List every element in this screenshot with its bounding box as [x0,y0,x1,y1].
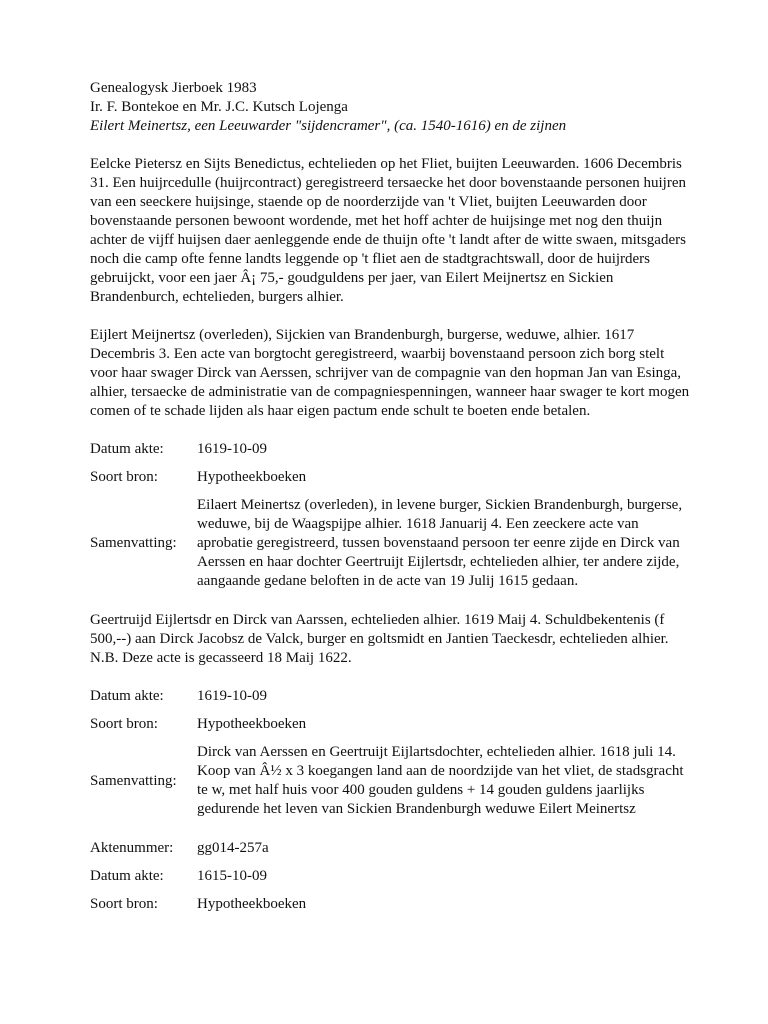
record-row [90,895,690,914]
article-title: Eilert Meinertsz, een Leeuwarder "sijdencramer", (ca. 1540-1616) en de zijnen [90,118,567,134]
record-2 [90,687,690,819]
soort-bron-label: Soort bron: [90,896,158,912]
soort-bron-label: Soort bron: [90,469,158,485]
paragraph-borgtocht: Eijlert Meijnertsz (overleden), Sijckien van Brandenburgh, burgerse, weduwe, alhier. 1617 Decembris 3. Een acte van borgtocht geregistreerd, waarbij bovenstaand persoon zich borg stelt voor haar swager Dirck van Aerssen, schrijver van de compagnie van den hopman Jan van Esinga, alhier, tersaecke de administratie van de compagniespenningen, wanneer haar swager te kort mogen comen of te schade lijden als haar eigen pactum ende schult te boeten ende betalen. [90,327,690,419]
datum-akte-label: Datum akte: [90,868,164,884]
datum-akte-label: Datum akte: [90,688,164,704]
aktenummer-label: Aktenummer: [90,840,174,856]
record-row [90,440,690,459]
publication-title: Genealogysk Jierboek 1983 [90,80,257,96]
datum-akte-label: Datum akte: [90,441,164,457]
record-row [90,839,690,858]
document-content [90,79,690,934]
record-row [90,468,690,487]
record-row [90,867,690,886]
paragraph-huijrcedulle: Eelcke Pietersz en Sijts Benedictus, echtelieden op het Fliet, buijten Leeuwarden. 1606 Decembris 31. Een huijrcedulle (huijrcontract) geregistreerd tersaecke het door bovenstaande personen huijren van een seeckere huijsinge, staende op de noorderzijde van 't Vliet, buijten Leeuwarden door bovenstaande personen bewoont wordende, met het hoff achter de huijsinge met nog den thuijn achter de vijff huijsen daer aenleggende ende de thuijn ofte 't landt after de witte swaen, mitsgaders noch die camp ofte fenne landts leggende op 't fliet aen de stadtgrachtswall, door de huijrders gebruijckt, voor een jaer Â¡ 75,- goudguldens per jaer, van Eilert Meijnertsz en Sickien Brandenburch, echtelieden, burgers alhier. [90,156,687,305]
aktenummer-value: gg014-257a [197,840,269,856]
record-row [90,496,690,591]
samenvatting-label: Samenvatting: [90,535,177,551]
samenvatting-value: Eilaert Meinertsz (overleden), in levene burger, Sickien Brandenburgh, burgerse, weduwe, bij de Waagspijpe alhier. 1618 Januarij 4. Een zeeckere acte van aprobatie geregistreerd, tussen bovenstaand persoon ter eenre zijde en Dirck van Aerssen en haar dochter Geertruijt Eijlertsdr, echtelieden alhier, ter andere zijde, aangaande gedane beloften in de acte van 19 Julij 1615 gedaan. [197,497,683,589]
datum-akte-value: 1615-10-09 [197,868,267,884]
paragraph-schuldbekentenis: Geertruijd Eijlertsdr en Dirck van Aarssen, echtelieden alhier. 1619 Maij 4. Schuldbekentenis (f 500,--) aan Dirck Jacobsz de Valck, burger en goltsmidt en Jantien Taeckesdr, echtelieden alhier. N.B. Deze acte is gecasseerd 18 Maij 1622. [90,612,669,666]
soort-bron-value: Hypotheekboeken [197,896,307,912]
soort-bron-label: Soort bron: [90,716,158,732]
document-header [90,79,690,136]
samenvatting-value: Dirck van Aerssen en Geertruijt Eijlartsdochter, echtelieden alhier. 1618 juli 14. Koop van Â½ x 3 koegangen land aan de noordzijde van het vliet, de stadsgracht te w, met half huis voor 400 gouden guldens + 14 gouden guldens jaarlijks gedurende het leven van Sickien Brandenburgh weduwe Eilert Meinertsz [197,744,684,817]
record-row [90,743,690,819]
record-row [90,715,690,734]
soort-bron-value: Hypotheekboeken [197,716,307,732]
record-row [90,687,690,706]
datum-akte-value: 1619-10-09 [197,688,267,704]
datum-akte-value: 1619-10-09 [197,441,267,457]
samenvatting-label: Samenvatting: [90,772,177,789]
record-3 [90,839,690,914]
soort-bron-value: Hypotheekboeken [197,469,307,485]
authors: Ir. F. Bontekoe en Mr. J.C. Kutsch Lojenga [90,99,348,115]
record-1 [90,440,690,591]
